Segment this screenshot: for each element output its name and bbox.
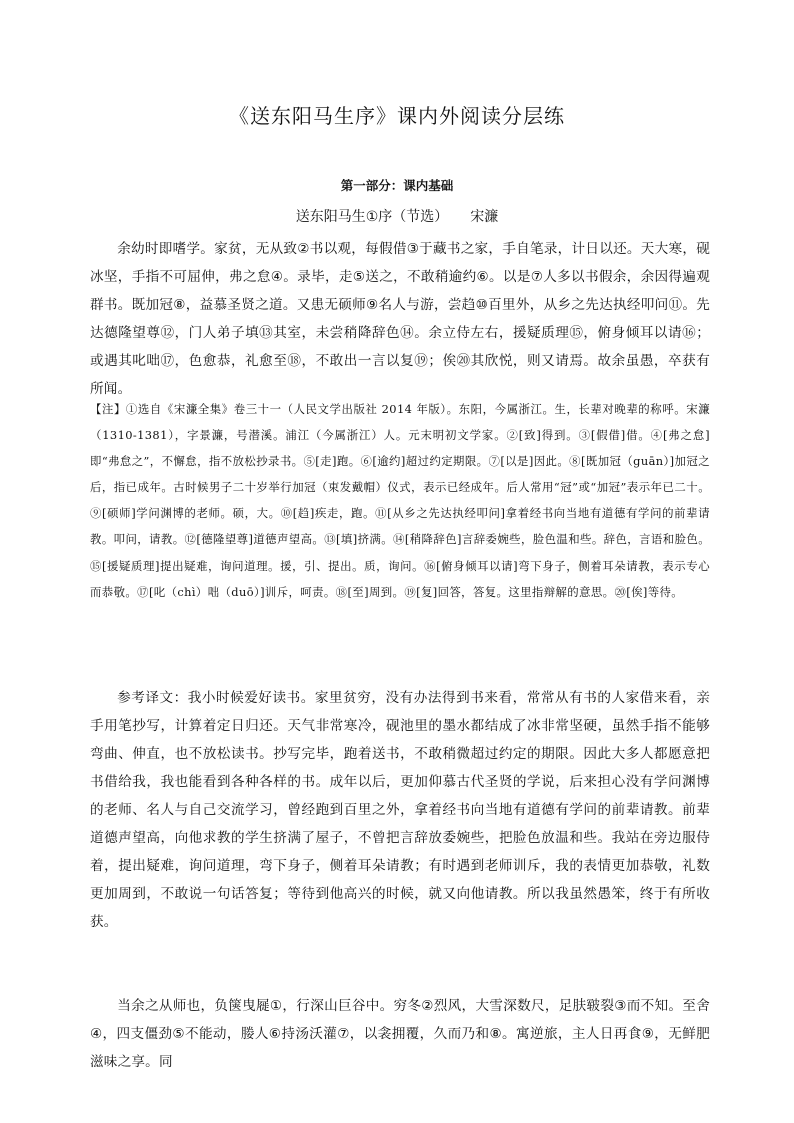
part-heading: 第一部分：课内基础	[340, 178, 454, 193]
passage-paragraph: 余幼时即嗜学。家贫，无从致②书以观，每假借③于藏书之家，手自笔录，计日以还。天大寒，砚冰坚，手指不可屈伸，弗之怠④。录毕，走⑤送之，不敢稍逾约⑥。以是⑦人多以书假余，余因得遍观群书。既加冠⑧，益慕圣贤之道。又患无硕师⑨名人与游，尝趋⑩百里外，从乡之先达执经叩问⑪。先达德隆望尊⑫，门人弟子填⑬其室，未尝稍降辞色⑭。余立侍左右，援疑质理⑮，俯身倾耳以请⑯；或遇其叱咄⑰，色愈恭，礼愈至⑱，不敢出一言以复⑲；俟⑳其欣悦，则又请焉。故余虽愚，卒获有所闻。	[90, 241, 710, 397]
document-title: 《送东阳马生序》课内外阅读分层练	[229, 104, 565, 128]
second-passage-paragraph: 当余之从师也，负箧曳屣①，行深山巨谷中。穷冬②烈风，大雪深数尺，足肤皲裂③而不知。至舍④，四支僵劲⑤不能动，媵人⑥持汤沃灌⑦，以衾拥覆，久而乃和⑧。寓逆旅，主人日再食⑨，无鲜肥滋味之享。同	[90, 998, 710, 1070]
passage-heading	[0, 206, 794, 226]
annotation-notes: 【注】①选自《宋濂全集》卷三十一（人民文学出版社 2014 年版）。东阳，今属浙江。生，长辈对晚辈的称呼。宋濂（1310-1381），字景濂，号潜溪。浦江（今属浙江）人。元末明初文学家。②[致]得到。③[假借]借。④[弗之怠]即“弗怠之”，不懈怠，指不放松抄录书。⑤[走]跑。⑥[逾约]超过约定期限。⑦[以是]因此。⑧[既加冠（guān）]加冠之后，指已成年。古时候男子二十岁举行加冠（束发戴帽）仪式，表示已经成年。后人常用“冠”或“加冠”表示年已二十。⑨[硕师]学问渊博的老师。硕，大。⑩[趋]疾走，跑。⑪[从乡之先达执经叩问]拿着经书向当地有道德有学问的前辈请教。叩问，请教。⑫[德隆望尊]道德声望高。⑬[填]挤满。⑭[稍降辞色]言辞委婉些，脸色温和些。辞色，言语和脸色。⑮[援疑质理]提出疑难，询问道理。援，引、提出。质，询问。⑯[俯身倾耳以请]弯下身子，侧着耳朵请教，表示专心而恭敬。⑰[叱（chì）咄（duō）]训斥，呵责。⑱[至]周到。⑲[复]回答，答复。这里指辩解的意思。⑳[俟]等待。	[90, 402, 710, 599]
translation-paragraph: 参考译文：我小时候爱好读书。家里贫穷，没有办法得到书来看，常常从有书的人家借来看，亲手用笔抄写，计算着定日归还。天气非常寒冷，砚池里的墨水都结成了冰非常坚硬，虽然手指不能够弯曲、伸直，也不放松读书。抄写完毕，跑着送书，不敢稍微超过约定的期限。因此大多人都愿意把书借给我，我也能看到各种各样的书。成年以后，更加仰慕古代圣贤的学说，后来担心没有学问渊博的老师、名人与自己交流学习，曾经跑到百里之外，拿着经书向当地有道德有学问的前辈请教。前辈道德声望高，向他求教的学生挤满了屋子，不曾把言辞放委婉些，把脸色放温和些。我站在旁边服侍着，提出疑难，询问道理，弯下身子，侧着耳朵请教；有时遇到老师训斥，我的表情更加恭敬，礼数更加周到，不敢说一句话答复；等待到他高兴的时候，就又向他请教。所以我虽然愚笨，终于有所收获。	[90, 690, 710, 930]
passage-title: 送东阳马生①序（节选）	[295, 209, 449, 225]
passage-author: 宋濂	[470, 209, 499, 225]
